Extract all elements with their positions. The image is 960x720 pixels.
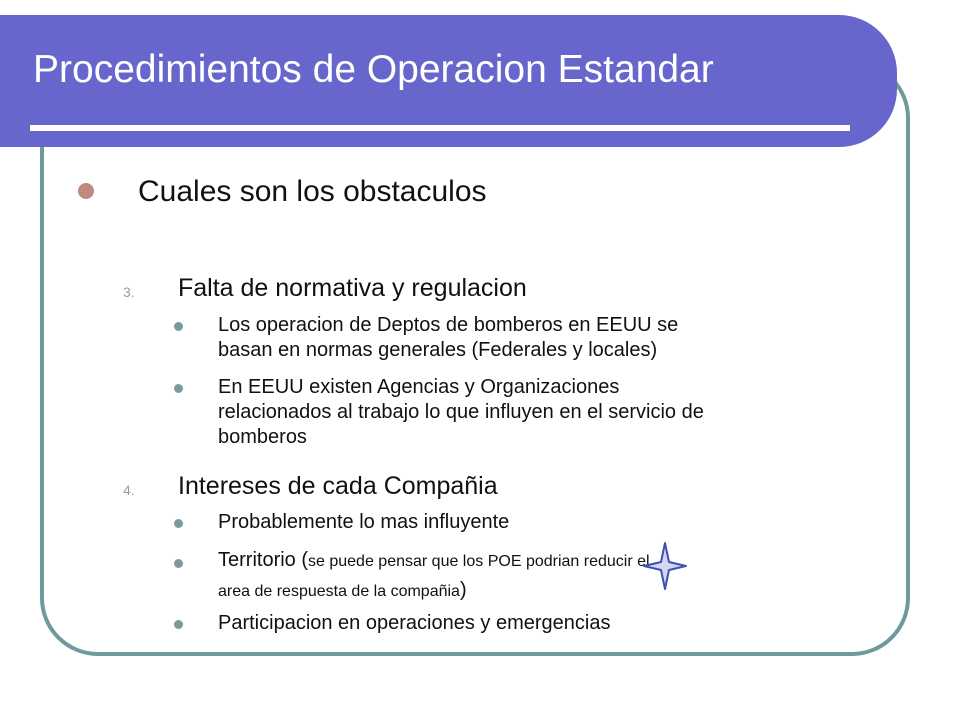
section-label: Falta de normativa y regulacion [178,274,527,302]
section-label: Intereses de cada Compañia [178,472,498,500]
list-bullet [174,620,183,629]
heading-bullet [78,183,94,199]
list-item: Participacion en operaciones y emergencias [218,612,611,634]
slide-title: Procedimientos de Operacion Estandar [33,48,714,91]
four-point-star-icon [642,541,688,591]
list-bullet [174,384,183,393]
list-bullet [174,519,183,528]
list-item: Los operacion de Deptos de bomberos en EEUU se basan en normas generales (Federales y locales) [218,314,679,361]
list-item: Territorio (se puede pensar que los POE podrian reducir el area de respuesta de la compañia) [218,549,650,601]
slide-heading: Cuales son los obstaculos [138,175,487,208]
list-item: En EEUU existen Agencias y Organizaciones relacionados al trabajo lo que influyen en el servicio de bomberos [218,376,704,448]
title-underline [30,125,850,131]
section-number: 4. [123,482,135,498]
list-item: Probablemente lo mas influyente [218,511,510,533]
section-number: 3. [123,284,135,300]
list-bullet [174,559,183,568]
list-bullet [174,322,183,331]
